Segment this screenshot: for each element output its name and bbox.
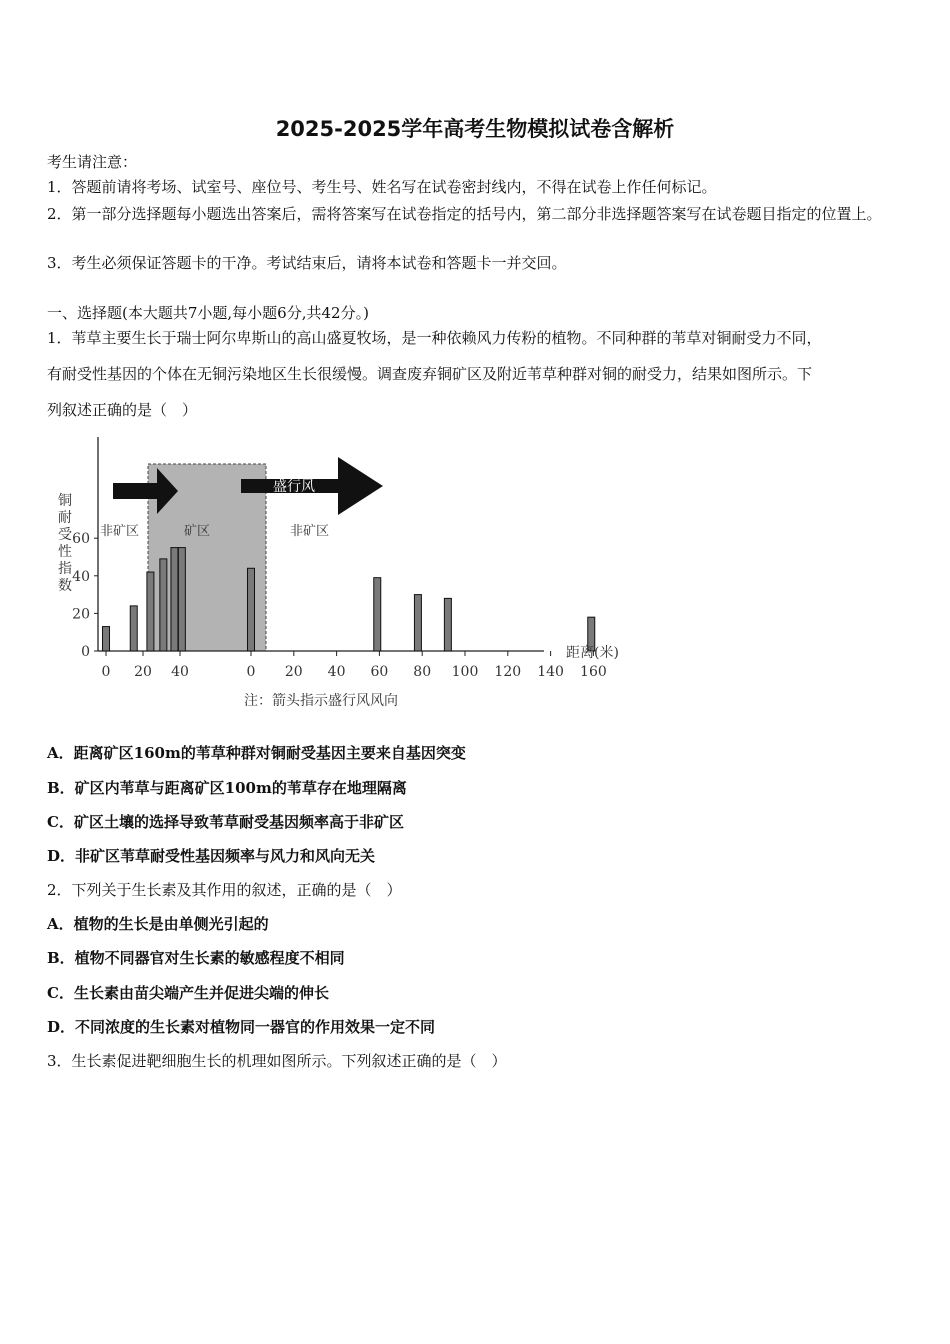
notice-item: 1．答题前请将考场、试室号、座位号、考生号、姓名写在试卷密封线内，不得在试卷上作任何标记。 xyxy=(47,178,717,196)
q1-figure xyxy=(44,425,644,725)
region-label: 矿区 xyxy=(184,524,211,539)
y-axis-title-char: 受 xyxy=(58,527,72,543)
y-axis-title-char: 指 xyxy=(58,561,72,577)
y-axis-title-char: 耐 xyxy=(58,510,72,526)
bar xyxy=(414,595,421,651)
x-tick-label: 40 xyxy=(327,664,346,680)
x-tick-label: 0 xyxy=(101,664,111,680)
y-axis-title xyxy=(58,492,72,594)
q1-stem-line: 1．苇草主要生长于瑞士阿尔卑斯山的高山盛夏牧场，是一种依赖风力传粉的植物。不同种群的苇草对铜耐受力不同， xyxy=(47,329,822,347)
chart-note: 注：箭头指示盛行风风向 xyxy=(244,693,398,709)
y-axis-title-char: 数 xyxy=(58,578,72,594)
x-tick-label: 80 xyxy=(413,664,432,680)
x-tick-label: 100 xyxy=(451,664,479,680)
y-tick-label: 20 xyxy=(72,606,90,623)
section-heading: 一、选择题(本大题共7小题,每小题6分,共42分。) xyxy=(47,304,369,322)
bar xyxy=(160,559,167,651)
wind-label: 盛行风 xyxy=(273,479,315,495)
x-axis-title: 距离(米) xyxy=(566,645,619,661)
x-ticks xyxy=(102,651,607,680)
q2-option-c[interactable]: C．生长素由苗尖端产生并促进尖端的伸长 xyxy=(47,984,329,1002)
q1-option-c[interactable]: C．矿区土壤的选择导致苇草耐受基因频率高于非矿区 xyxy=(47,813,404,831)
q1-stem-line: 有耐受性基因的个体在无铜污染地区生长很缓慢。调查废弃铜矿区及附近苇草种群对铜的耐受力，结果如图所示。下 xyxy=(47,365,813,383)
x-tick-label: 20 xyxy=(134,664,152,680)
x-tick-label: 20 xyxy=(284,664,303,680)
x-tick-label: 40 xyxy=(171,664,189,680)
q2-option-a[interactable]: A．植物的生长是由单侧光引起的 xyxy=(47,915,269,933)
bar xyxy=(147,572,154,651)
bar xyxy=(103,627,110,651)
region-label: 非矿区 xyxy=(290,524,330,539)
y-ticks xyxy=(72,531,98,660)
y-tick-label: 0 xyxy=(81,644,90,660)
y-tick-label: 40 xyxy=(72,568,90,585)
bar xyxy=(444,598,451,651)
region-label: 非矿区 xyxy=(100,524,140,539)
bar xyxy=(171,548,178,651)
x-tick-label: 0 xyxy=(246,664,256,680)
notice-item: 3．考生必须保证答题卡的干净。考试结束后，请将本试卷和答题卡一并交回。 xyxy=(47,254,567,272)
copper-tolerance-chart xyxy=(44,425,644,725)
y-tick-label: 60 xyxy=(72,531,90,548)
q1-option-a[interactable]: A．距离矿区160m的苇草种群对铜耐受基因主要来自基因突变 xyxy=(47,744,466,762)
q1-option-b[interactable]: B．矿区内苇草与距离矿区100m的苇草存在地理隔离 xyxy=(47,779,407,797)
page-title: 2025-2025学年高考生物模拟试卷含解析 xyxy=(275,117,675,141)
bar xyxy=(178,548,185,651)
bar xyxy=(248,568,255,651)
notice-heading: 考生请注意： xyxy=(47,153,138,171)
bar xyxy=(130,606,137,651)
bar xyxy=(374,578,381,651)
q2-option-d[interactable]: D．不同浓度的生长素对植物同一器官的作用效果一定不同 xyxy=(47,1018,436,1036)
x-tick-label: 140 xyxy=(537,664,564,680)
y-axis-title-char: 铜 xyxy=(58,493,72,509)
q1-stem-line: 列叙述正确的是（ ） xyxy=(47,401,198,419)
q2-option-b[interactable]: B．植物不同器官对生长素的敏感程度不相同 xyxy=(47,949,345,967)
notice-item: 2．第一部分选择题每小题选出答案后，需将答案写在试卷指定的括号内，第二部分非选择题答案写在试卷题目指定的位置上。 xyxy=(47,205,882,223)
x-tick-label: 160 xyxy=(580,664,607,680)
bars xyxy=(103,548,595,651)
x-tick-label: 60 xyxy=(370,664,389,680)
y-axis-title-char: 性 xyxy=(58,544,72,560)
q3-stem: 3．生长素促进靶细胞生长的机理如图所示。下列叙述正确的是（ ） xyxy=(47,1052,507,1070)
q2-stem: 2．下列关于生长素及其作用的叙述，正确的是（ ） xyxy=(47,881,402,899)
x-tick-label: 120 xyxy=(494,664,522,680)
q1-option-d[interactable]: D．非矿区苇草耐受性基因频率与风力和风向无关 xyxy=(47,847,376,865)
